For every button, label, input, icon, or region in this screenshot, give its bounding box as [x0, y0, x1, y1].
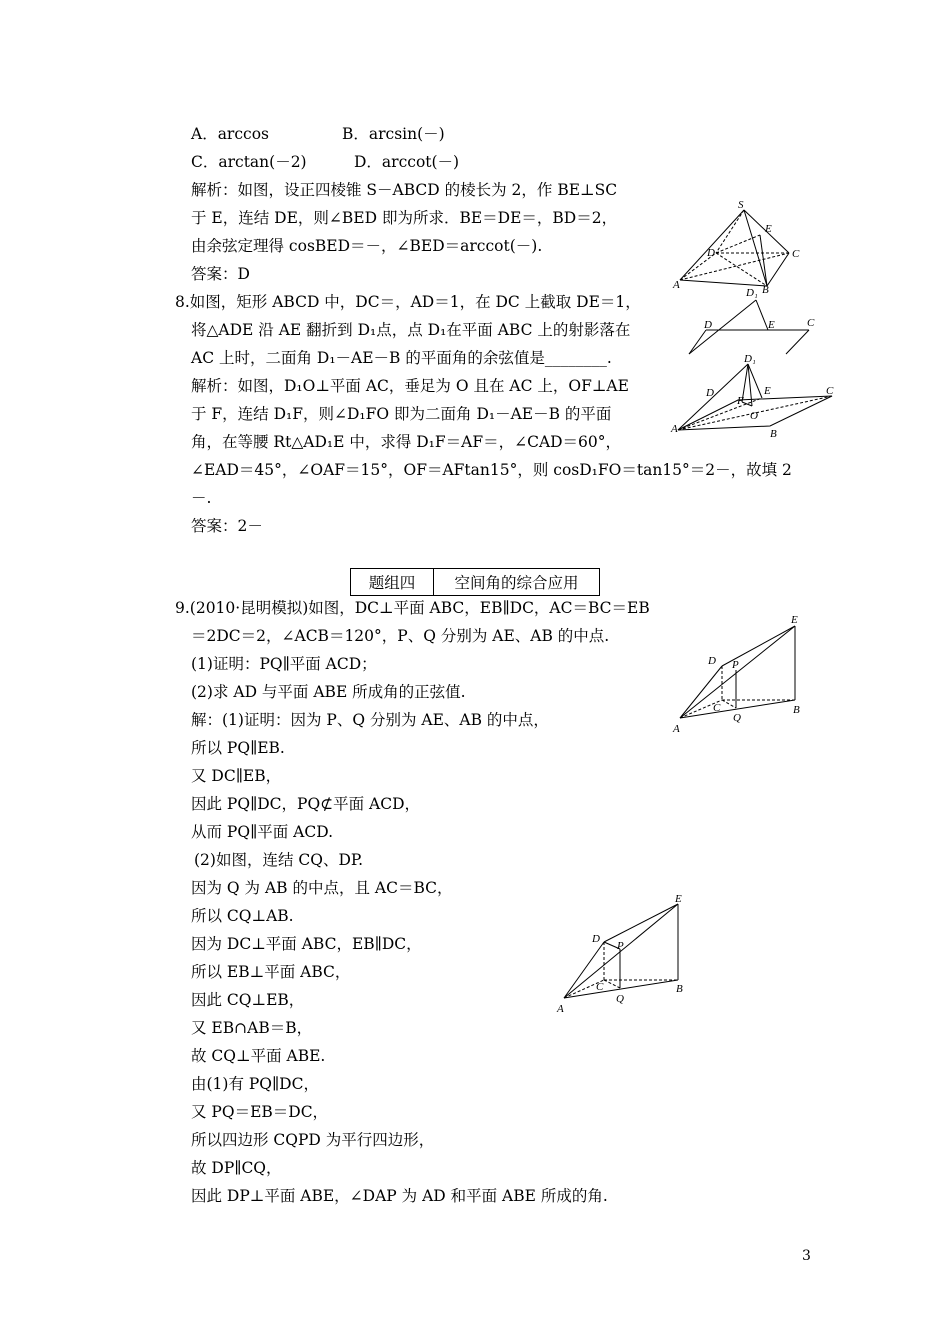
- question-8: 8.如图，矩形 ABCD 中，DC＝，AD＝1，在 DC 上截取 DE＝1，: [175, 293, 641, 311]
- choice-c: C．arctan(－2): [191, 153, 307, 171]
- text-line: 所以四边形 CQPD 为平行四边形，: [191, 1131, 435, 1149]
- answer-line: 答案：2－: [191, 517, 263, 535]
- label-C: C: [713, 702, 721, 714]
- label-D: D: [708, 655, 716, 667]
- label-A: A: [671, 423, 678, 435]
- label-C: C: [792, 248, 800, 260]
- label-D: D: [592, 933, 600, 945]
- label-O: O: [750, 410, 758, 422]
- text-line: (1)证明：PQ∥平面 ACD；: [191, 655, 377, 673]
- text-line: 所以 PQ∥EB.: [191, 739, 285, 757]
- text-line: ＝2DC＝2，∠ACB＝120°，P、Q 分别为 AE、AB 的中点.: [191, 627, 610, 645]
- text-line: 因为 Q 为 AB 的中点，且 AC＝BC，: [191, 879, 453, 897]
- label-D1: D₁: [746, 287, 758, 299]
- label-E: E: [765, 223, 772, 235]
- label-P: P: [617, 940, 624, 952]
- section-header: [350, 568, 600, 596]
- label-A: A: [673, 723, 680, 735]
- label-Q: Q: [616, 993, 624, 1005]
- choice-a: A．arccos: [191, 125, 269, 143]
- label-B: B: [762, 284, 769, 293]
- label-P: P: [732, 659, 739, 671]
- text-line: 故 DP∥CQ，: [191, 1159, 282, 1177]
- text-line: ∠EAD＝45°，∠OAF＝15°，OF＝AFtan15°，则 cosD₁FO＝tan15°＝2－，故填 2: [191, 461, 792, 479]
- text-line: AC 上时，二面角 D₁－AE－B 的平面角的余弦值是________.: [191, 349, 612, 367]
- label-S: S: [738, 199, 744, 211]
- text-line: 由余弦定理得 cosBED＝－，∠BED＝arccot(－).: [191, 237, 543, 255]
- label-A: A: [557, 1003, 564, 1015]
- label-D: D: [704, 319, 712, 331]
- rectangle-fold-figure: [684, 284, 824, 359]
- text-line: 因为 DC⊥平面 ABC，EB∥DC，: [191, 935, 422, 953]
- text-line: 又 EB∩AB＝B，: [191, 1019, 313, 1037]
- text-line: 所以 EB⊥平面 ABC，: [191, 963, 351, 981]
- pyramid-figure: [672, 198, 812, 293]
- label-Q: Q: [733, 712, 741, 724]
- label-A: A: [673, 279, 680, 291]
- text-line: (2)如图，连结 CQ、DP.: [194, 851, 364, 869]
- text-line: (2)求 AD 与平面 ABE 所成角的正弦值.: [191, 683, 466, 701]
- label-D: D: [706, 387, 714, 399]
- text-line: －.: [191, 489, 212, 507]
- text-line: 因此 PQ∥DC，PQ⊄平面 ACD，: [191, 795, 421, 813]
- section-title: 空间角的综合应用: [454, 574, 579, 592]
- label-C: C: [826, 385, 834, 397]
- page-number: 3: [802, 1248, 811, 1264]
- text-line: 从而 PQ∥平面 ACD.: [191, 823, 334, 841]
- text-line: 由(1)有 PQ∥DC，: [191, 1075, 319, 1093]
- choice-b: B．arcsin(－): [342, 125, 445, 143]
- text-line: 于 E，连结 DE，则∠BED 即为所求．BE＝DE＝，BD＝2，: [191, 209, 618, 227]
- text-line: 解析：如图，设正四棱锥 S－ABCD 的棱长为 2，作 BE⊥SC: [191, 181, 618, 199]
- label-B: B: [793, 704, 800, 716]
- text-line: 故 CQ⊥平面 ABE.: [191, 1047, 326, 1065]
- text-line: 角，在等腰 Rt△AD₁E 中，求得 D₁F＝AF＝，∠CAD＝60°，: [191, 433, 622, 451]
- prism-figure-1: [670, 608, 810, 738]
- label-C: C: [807, 317, 815, 329]
- label-B: B: [676, 983, 683, 995]
- label-F: F: [737, 395, 744, 407]
- label-E: E: [675, 893, 682, 905]
- text-line: 于 F，连结 D₁F，则∠D₁FO 即为二面角 D₁－AE－B 的平面: [191, 405, 612, 423]
- text-line: 又 PQ＝EB＝DC，: [191, 1103, 329, 1121]
- label-D1: D₁: [744, 353, 756, 365]
- text-line: 因此 CQ⊥EB，: [191, 991, 305, 1009]
- prism-figure-2: [554, 892, 694, 1017]
- text-line: 解：(1)证明：因为 P、Q 分别为 AE、AB 的中点，: [191, 711, 549, 729]
- text-line: 因此 DP⊥平面 ABE，∠DAP 为 AD 和平面 ABE 所成的角.: [191, 1187, 608, 1205]
- text-line: 解析：如图，D₁O⊥平面 AC，垂足为 O 且在 AC 上，OF⊥AE: [191, 377, 629, 395]
- label-D: D: [707, 247, 715, 259]
- text-line: 所以 CQ⊥AB.: [191, 907, 294, 925]
- section-group: 题组四: [351, 569, 434, 595]
- text-line: 将△ADE 沿 AE 翻折到 D₁点，点 D₁在平面 ABC 上的射影落在: [191, 321, 631, 339]
- label-C: C: [596, 981, 604, 993]
- question-9: 9.(2010·昆明模拟)如图，DC⊥平面 ABC，EB∥DC，AC＝BC＝EB: [175, 599, 650, 617]
- label-E: E: [764, 385, 771, 397]
- label-B: B: [770, 428, 777, 440]
- label-E: E: [768, 319, 775, 331]
- text-line: 又 DC∥EB，: [191, 767, 282, 785]
- choice-d: D．arccot(－): [354, 153, 460, 171]
- label-E: E: [791, 614, 798, 626]
- folded-figure: [670, 352, 840, 442]
- answer-line: 答案：D: [191, 265, 250, 283]
